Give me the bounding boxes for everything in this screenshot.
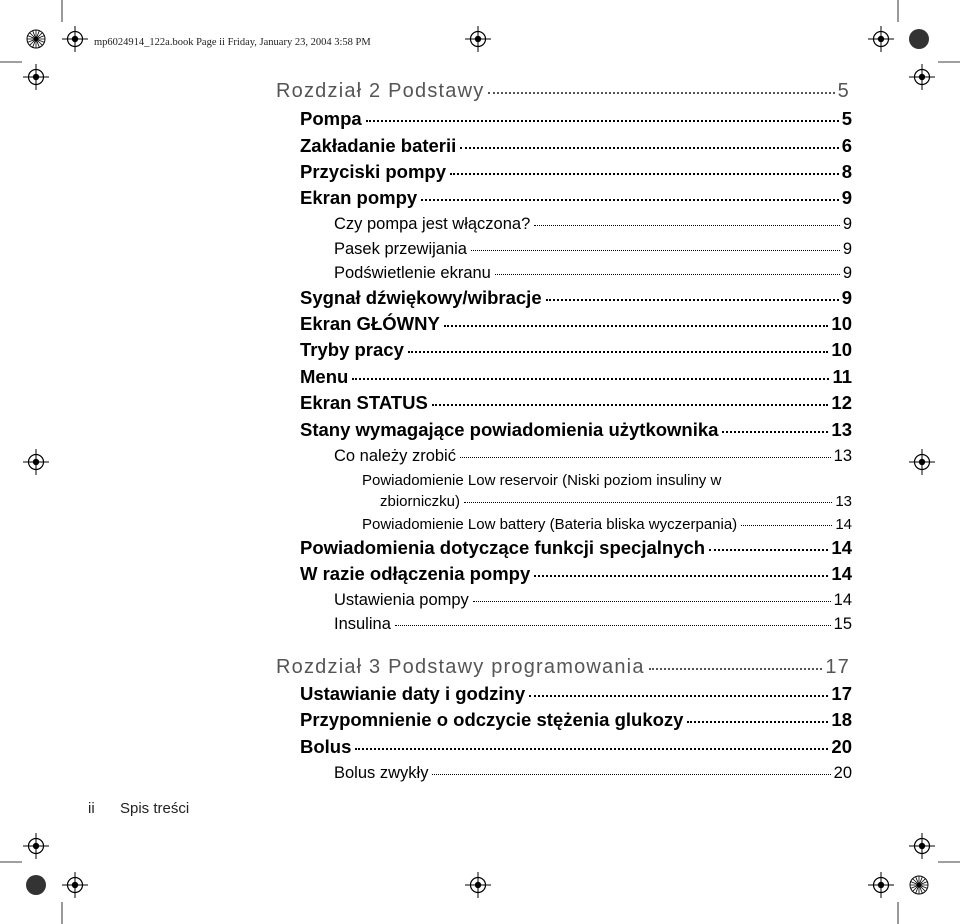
- toc-entry-page: 14: [835, 516, 852, 533]
- dot-leader: [709, 549, 828, 551]
- toc-entry-tryby-pracy[interactable]: [300, 340, 852, 360]
- toc-entry-page: 12: [831, 392, 852, 413]
- toc-entry-ekran-pompy[interactable]: [300, 188, 852, 208]
- toc-entry-insulina[interactable]: [334, 615, 852, 633]
- toc-entry-title: Sygnał dźwiękowy/wibracje: [300, 287, 542, 308]
- toc-entry-page: 6: [841, 135, 852, 156]
- toc-entry-czy-pompa-jest-wlaczona[interactable]: [334, 215, 852, 233]
- toc-entry-page: 18: [831, 709, 852, 730]
- dot-leader: [444, 325, 829, 327]
- dot-leader: [722, 431, 828, 433]
- toc-entry-page: 10: [831, 339, 852, 360]
- toc-entry-co-nalezy-zrobic[interactable]: [334, 447, 852, 465]
- toc-entry-page: 14: [831, 537, 852, 558]
- toc-entry-page: 20: [831, 736, 852, 757]
- dot-leader: [529, 695, 828, 697]
- toc-entry-ekran-status[interactable]: [300, 393, 852, 413]
- toc-entry-title: Menu: [300, 366, 349, 387]
- toc-entry-page: 14: [831, 563, 852, 584]
- toc-entry-title: W razie odłączenia pompy: [300, 563, 531, 584]
- toc-entry-title: Rozdział 2 Podstawy: [276, 80, 485, 102]
- dot-leader: [450, 173, 839, 175]
- dot-leader: [432, 404, 829, 406]
- toc-chapter-2[interactable]: [276, 80, 850, 102]
- dot-leader: [546, 299, 839, 301]
- toc-entry-podswietlenie-ekranu[interactable]: [334, 264, 852, 282]
- toc-entry-ekran-glowny[interactable]: [300, 314, 852, 334]
- toc-entry-title: Czy pompa jest włączona?: [334, 215, 531, 233]
- footer-section-title: Spis treści: [120, 800, 190, 817]
- toc-entry-page: 5: [841, 108, 852, 129]
- toc-entry-title: Rozdział 3 Podstawy programowania: [276, 656, 645, 678]
- toc-entry-title: Przypomnienie o odczycie stężenia glukozy: [300, 709, 684, 730]
- dot-leader: [649, 668, 823, 670]
- toc-entry-title: Ekran GŁÓWNY: [300, 313, 440, 334]
- toc-entry-page: 11: [832, 366, 852, 387]
- dot-leader: [352, 378, 829, 380]
- toc-entry-sygnal-dzwiekowy[interactable]: [300, 288, 852, 308]
- toc-entry-title: Co należy zrobić: [334, 447, 456, 465]
- toc-entry-low-battery[interactable]: [362, 517, 852, 534]
- toc-entry-przyciski-pompy[interactable]: [300, 162, 852, 182]
- toc-entry-page: 15: [833, 615, 852, 633]
- toc-entry-title: Bolus zwykły: [334, 764, 429, 782]
- toc-entry-title: Podświetlenie ekranu: [334, 264, 491, 282]
- toc-entry-title: Ustawienia pompy: [334, 591, 469, 609]
- toc-entry-zakladanie-baterii[interactable]: [300, 136, 852, 156]
- toc-entry-page: 9: [841, 187, 852, 208]
- toc-entry-w-razie-odlaczenia[interactable]: [300, 564, 852, 584]
- toc-entry-page: 14: [833, 591, 852, 609]
- toc-entry-powiadomienia-funkcji-specjalnych[interactable]: [300, 538, 852, 558]
- dot-leader: [741, 525, 832, 526]
- toc-entry-page: 10: [831, 313, 852, 334]
- toc-entry-title: Powiadomienia dotyczące funkcji specjalnych: [300, 537, 706, 558]
- toc-entry-title: Stany wymagające powiadomienia użytkownika: [300, 419, 719, 440]
- toc-entry-title: Bolus: [300, 736, 352, 757]
- toc-entry-page: 9: [842, 264, 852, 282]
- toc-entry-title: Zakładanie baterii: [300, 135, 457, 156]
- dot-leader: [488, 92, 834, 94]
- toc-entry-pasek-przewijania[interactable]: [334, 240, 852, 258]
- toc-entry-page: 13: [835, 493, 852, 510]
- dot-leader: [687, 721, 828, 723]
- toc-entry-page: 9: [841, 287, 852, 308]
- toc-chapter-3[interactable]: [276, 656, 850, 678]
- toc-entry-page: 13: [833, 447, 852, 465]
- toc-entry-page: 5: [837, 80, 850, 102]
- dot-leader: [534, 225, 840, 226]
- dot-leader: [534, 575, 828, 577]
- toc-entry-title: Powiadomienie Low battery (Bateria bliska wyczerpania): [362, 516, 738, 533]
- toc-entry-title: Tryby pracy: [300, 339, 404, 360]
- dot-leader: [473, 601, 831, 602]
- toc-entry-title: Przyciski pompy: [300, 161, 447, 182]
- toc-entry-title: Pompa: [300, 108, 362, 129]
- dot-leader: [464, 502, 832, 503]
- dot-leader: [408, 351, 829, 353]
- dot-leader: [495, 274, 840, 275]
- toc-entry-bolus-zwykly[interactable]: [334, 764, 852, 782]
- toc-entry-page: 9: [842, 240, 852, 258]
- toc-entry-ustawianie-daty[interactable]: [300, 684, 852, 704]
- toc-entry-title: zbiorniczku): [380, 493, 461, 510]
- toc-entry-page: 13: [831, 419, 852, 440]
- toc-entry-low-reservoir[interactable]: [380, 494, 852, 511]
- print-slug-header: mp6024914_122a.book Page ii Friday, January 23, 2004 3:58 PM: [94, 37, 371, 48]
- dot-leader: [421, 199, 839, 201]
- toc-entry-pompa[interactable]: [300, 109, 852, 129]
- toc-entry-title: Pasek przewijania: [334, 240, 467, 258]
- toc-entry-page: 17: [825, 656, 850, 678]
- toc-entry-bolus[interactable]: [300, 737, 852, 757]
- toc-entry-low-reservoir-line1[interactable]: Powiadomienie Low reservoir (Niski poziom insuliny w: [362, 472, 722, 489]
- toc-entry-page: 20: [833, 764, 852, 782]
- dot-leader: [355, 748, 828, 750]
- toc-entry-page: 17: [831, 683, 852, 704]
- footer-page-number: ii: [88, 800, 95, 817]
- toc-entry-menu[interactable]: [300, 367, 852, 387]
- toc-entry-ustawienia-pompy[interactable]: [334, 591, 852, 609]
- dot-leader: [460, 457, 831, 458]
- dot-leader: [471, 250, 840, 251]
- dot-leader: [366, 120, 839, 122]
- toc-entry-page: 8: [841, 161, 852, 182]
- dot-leader: [432, 774, 830, 775]
- dot-leader: [460, 147, 838, 149]
- toc-entry-przypomnienie-glukozy[interactable]: [300, 710, 852, 730]
- toc-entry-page: 9: [842, 215, 852, 233]
- toc-entry-title: Ekran pompy: [300, 187, 418, 208]
- toc-entry-stany-wymagajace-powiadomienia[interactable]: [300, 420, 852, 440]
- dot-leader: [395, 625, 831, 626]
- toc-entry-title: Insulina: [334, 615, 391, 633]
- toc-entry-title: Ekran STATUS: [300, 392, 428, 413]
- toc-entry-title: Ustawianie daty i godziny: [300, 683, 526, 704]
